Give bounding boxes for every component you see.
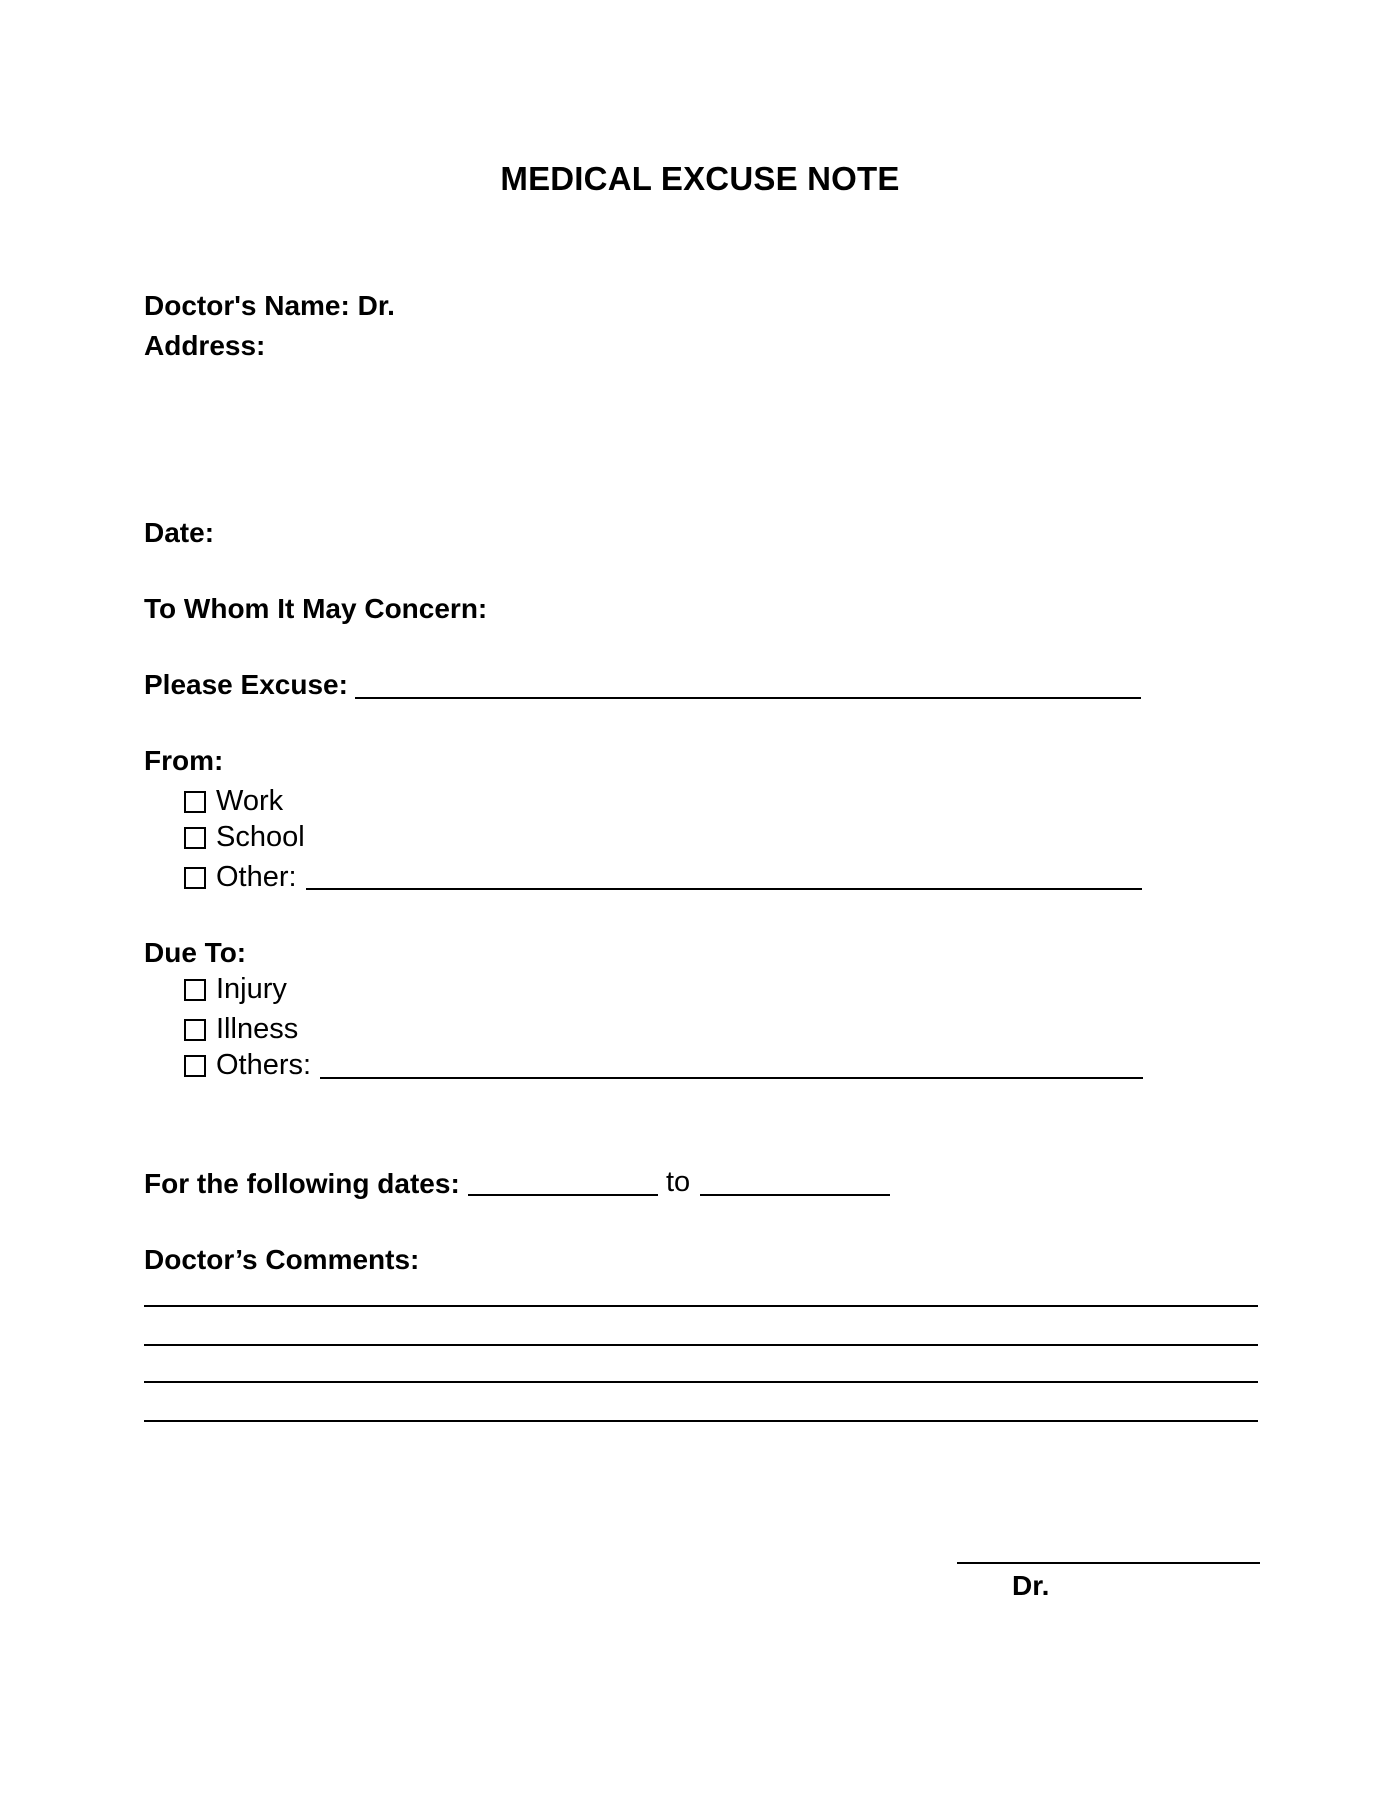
due-to-option-label: Others: xyxy=(216,1049,312,1081)
checkbox-icon[interactable] xyxy=(184,791,206,813)
dates-separator: to xyxy=(666,1166,691,1198)
start-date-blank[interactable] xyxy=(468,1194,658,1196)
from-option-other[interactable] xyxy=(184,861,297,894)
checkbox-icon[interactable] xyxy=(184,979,206,1001)
from-option-label: School xyxy=(216,821,305,853)
please-excuse-blank[interactable] xyxy=(355,697,1141,699)
from-option-work[interactable] xyxy=(184,785,283,818)
checkbox-icon[interactable] xyxy=(184,867,206,889)
please-excuse-label: Please Excuse: xyxy=(144,669,348,700)
from-other-blank[interactable] xyxy=(306,888,1142,890)
date-label: Date: xyxy=(144,517,215,548)
comment-line[interactable] xyxy=(144,1381,1258,1383)
comment-line[interactable] xyxy=(144,1344,1258,1346)
comment-line[interactable] xyxy=(144,1305,1258,1307)
due-to-others-blank[interactable] xyxy=(320,1077,1143,1079)
checkbox-icon[interactable] xyxy=(184,1019,206,1041)
address-label: Address: xyxy=(144,330,266,361)
due-to-option-label: Illness xyxy=(216,1013,299,1045)
signature-label: Dr. xyxy=(1012,1570,1050,1601)
checkbox-icon[interactable] xyxy=(184,827,206,849)
from-label: From: xyxy=(144,745,224,776)
due-to-label: Due To: xyxy=(144,937,247,968)
from-option-school[interactable] xyxy=(184,821,305,854)
due-to-option-others[interactable] xyxy=(184,1049,311,1082)
doctor-name-label: Doctor's Name: Dr. xyxy=(144,290,395,321)
due-to-option-label: Injury xyxy=(216,973,287,1005)
comments-label: Doctor’s Comments: xyxy=(144,1244,420,1275)
salutation: To Whom It May Concern: xyxy=(144,593,488,624)
page-title: MEDICAL EXCUSE NOTE xyxy=(500,160,900,197)
comment-line[interactable] xyxy=(144,1420,1258,1422)
due-to-option-injury[interactable] xyxy=(184,973,287,1006)
from-option-label: Other: xyxy=(216,861,297,893)
due-to-option-illness[interactable] xyxy=(184,1013,298,1046)
signature-line[interactable] xyxy=(957,1562,1260,1564)
dates-label: For the following dates: xyxy=(144,1168,460,1199)
checkbox-icon[interactable] xyxy=(184,1055,206,1077)
from-option-label: Work xyxy=(216,785,284,817)
end-date-blank[interactable] xyxy=(700,1194,890,1196)
